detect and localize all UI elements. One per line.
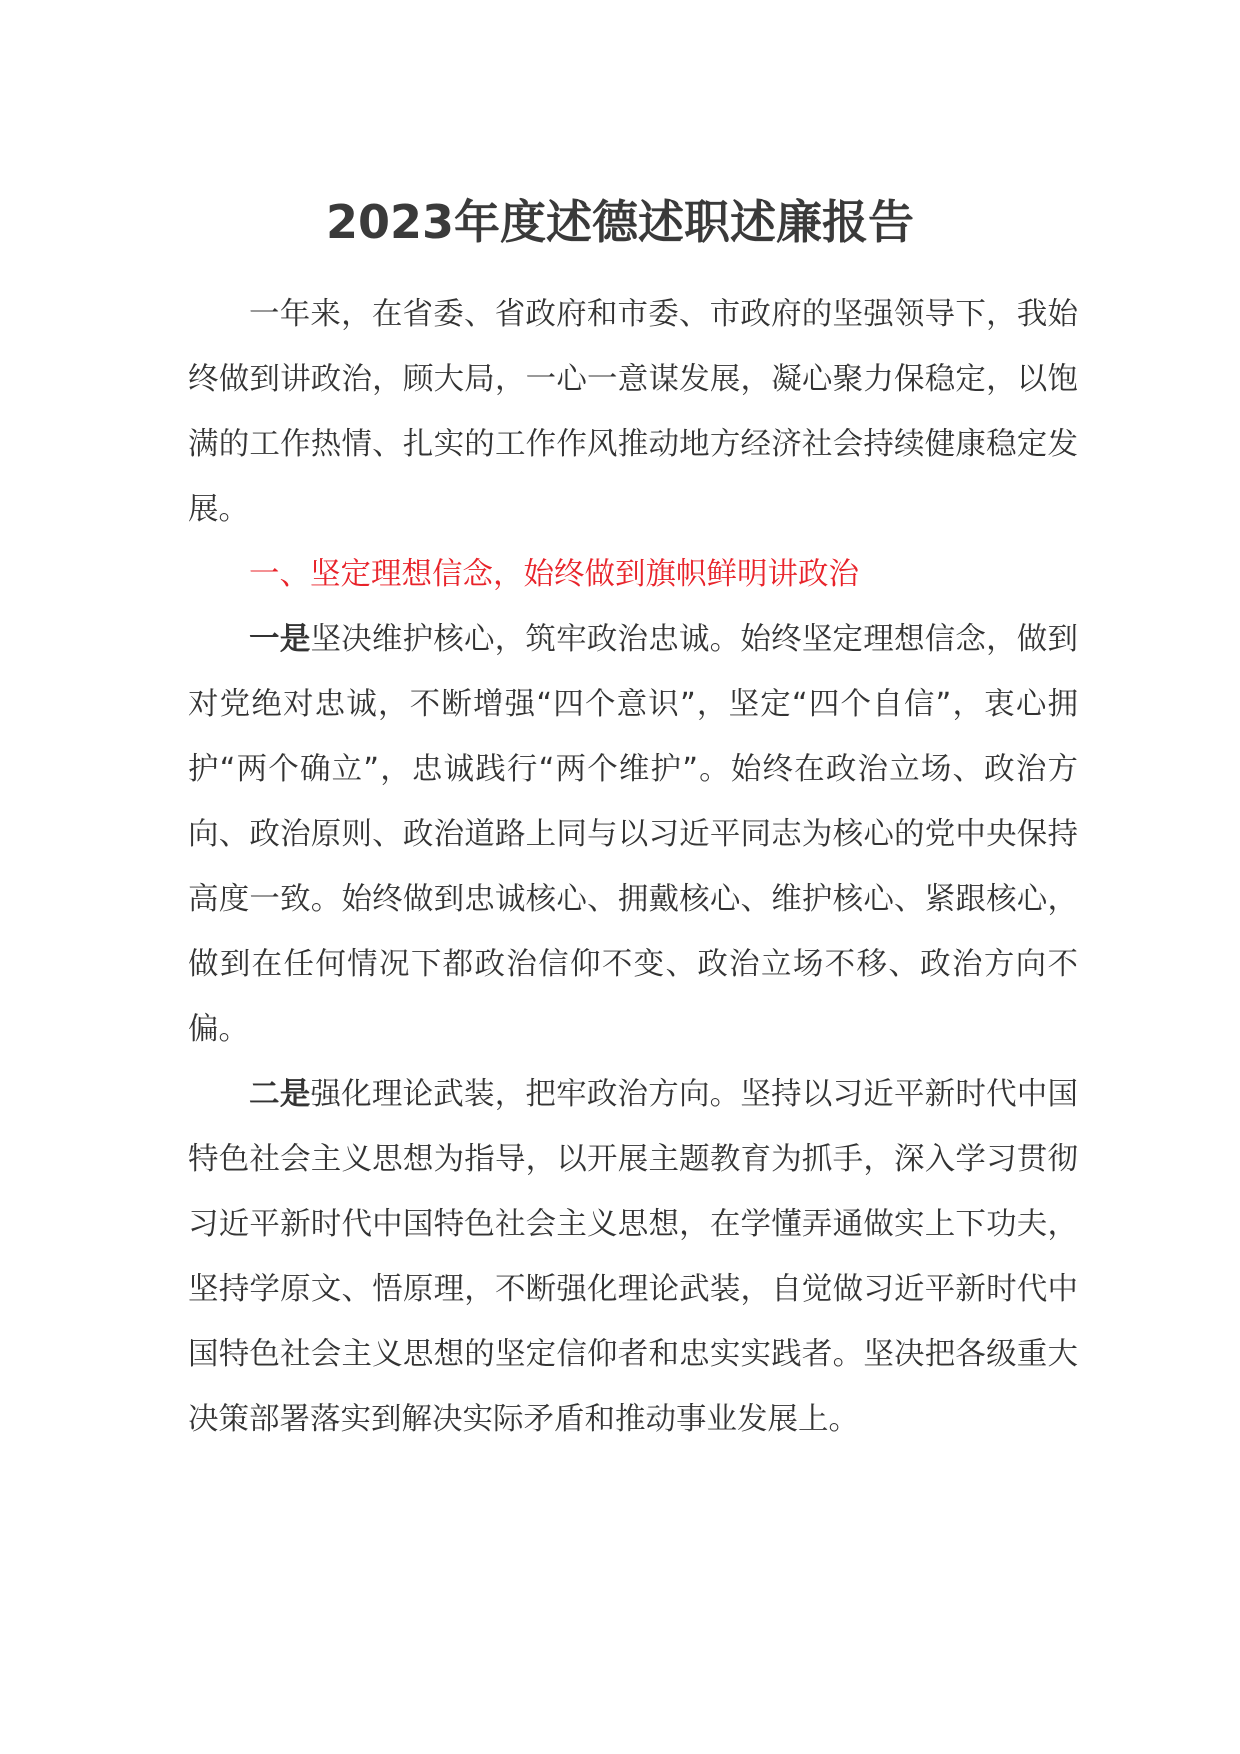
point-two-text: 强化理论武装，把牢政治方向。坚持以习近平新时代中国特色社会主义思想为指导，以开展主题教育为抓手，深入学习贯彻习近平新时代中国特色社会主义思想，在学懂弄通做实上下功夫，坚持学原文、悟原理，不断强化理论武装，自觉做习近平新时代中国特色社会主义思想的坚定信仰者和忠实实践者。坚决把各级重大决策部署落实到解决实际矛盾和推动事业发展上。 bbox=[188, 1077, 1079, 1437]
point-two-paragraph bbox=[188, 1062, 1078, 1452]
document-body bbox=[188, 282, 1078, 1452]
point-one-text: 坚决维护核心，筑牢政治忠诚。始终坚定理想信念，做到对党绝对忠诚，不断增强“四个意识”，坚定“四个自信”，衷心拥护“两个确立”，忠诚践行“两个维护”。始终在政治立场、政治方向、政治原则、政治道路上同与以习近平同志为核心的党中央保持高度一致。始终做到忠诚核心、拥戴核心、维护核心、紧跟核心，做到在任何情况下都政治信仰不变、政治立场不移、政治方向不偏。 bbox=[188, 622, 1079, 1047]
point-one-paragraph bbox=[188, 607, 1078, 1062]
section-heading: 一、坚定理想信念，始终做到旗帜鲜明讲政治 bbox=[249, 557, 859, 592]
point-one-lead: 一是 bbox=[249, 622, 311, 657]
intro-paragraph: 一年来，在省委、省政府和市委、市政府的坚强领导下，我始终做到讲政治，顾大局，一心一意谋发展，凝心聚力保稳定，以饱满的工作热情、扎实的工作作风推动地方经济社会持续健康稳定发展。 bbox=[188, 297, 1078, 527]
document-title: 2023年度述德述职述廉报告 bbox=[325, 195, 915, 249]
point-two-lead: 二是 bbox=[249, 1077, 311, 1112]
